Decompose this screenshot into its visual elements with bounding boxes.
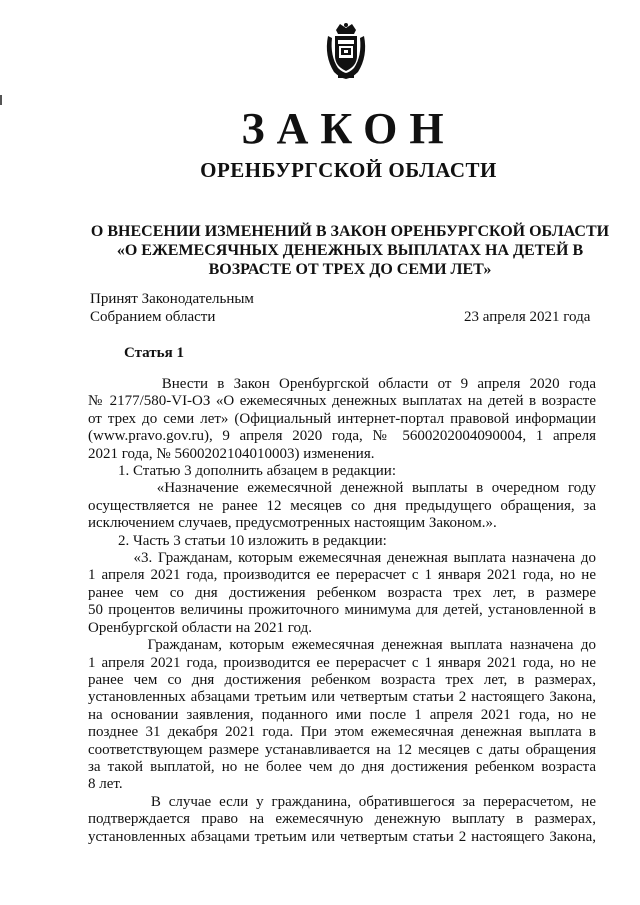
body-line: Гражданам, которым ежемесячная денежная выплата назначена до [88,637,596,654]
body-line: позднее 31 декабря 2021 года. При этом ежемесячная денежная выплата в [88,724,596,741]
heading-line: ВОЗРАСТЕ ОТ ТРЕХ ДО СЕМИ ЛЕТ» [208,261,492,278]
body-line: за такой выплатой, но не более чем до дня достижения ребенком возраста [88,758,596,775]
heading-line: О ВНЕСЕНИИ ИЗМЕНЕНИЙ В ЗАКОН ОРЕНБУРГСКОЙ ОБЛАСТИ [90,223,610,240]
article-body [88,376,596,846]
body-line: ранее чем со дня достижения ребенком возраста трех лет, в размерах, [88,671,596,688]
body-line: 1 апреля 2021 года, производится ее перерасчет с 1 января 2021 года, но не [88,567,596,584]
body-line: 1. Статью 3 дополнить абзацем в редакции: [88,463,396,480]
body-line: установленных абзацами третьим или четвертым статьи 2 настоящего Закона, [88,689,596,706]
body-line: Оренбургской области на 2021 год. [88,619,312,636]
body-line: от трех до семи лет» (Официальный интернет-портал правовой информации [88,410,596,427]
adoption-line: Собранием области [90,309,216,325]
body-line: «3. Гражданам, которым ежемесячная денежная выплата назначена до [88,550,596,567]
body-line: исключением случаев, предусмотренных настоящим Законом.». [88,515,497,532]
heading-line: «О ЕЖЕМЕСЯЧНЫХ ДЕНЕЖНЫХ ВЫПЛАТАХ НА ДЕТЕЙ В [116,242,584,259]
adoption-line: Принят Законодательным [90,291,254,307]
coat-of-arms-icon [322,22,370,80]
law-heading [70,222,630,279]
body-line: № 2177/580-VI-ОЗ «О ежемесячных денежных выплатах на детей в возрасте [88,393,596,410]
body-line: 2. Часть 3 статьи 10 изложить в редакции: [88,532,387,549]
body-line: «Назначение ежемесячной денежной выплаты в очередном году [88,480,596,497]
document-subtitle: ОРЕНБУРГСКОЙ ОБЛАСТИ [200,158,497,182]
body-line: В случае если у гражданина, обратившегося за перерасчетом, не [88,793,596,810]
document-title: ЗАКОН [241,104,456,153]
body-line: 8 лет. [88,776,123,793]
body-line: 50 процентов величины прожиточного минимума для детей, установленной в [88,602,596,619]
body-line: на основании заявления, поданного ими после 1 апреля 2021 года, но не [88,706,596,723]
body-line: Внести в Закон Оренбургской области от 9 апреля 2020 года [88,376,596,392]
body-line: соответствующем размере устанавливается на 12 месяцев с даты обращения [88,741,596,758]
body-line: установленных абзацами третьим или четвертым статьи 2 настоящего Закона, [88,828,596,845]
body-line: (www.pravo.gov.ru), 9 апреля 2020 года, № 5600202004090004, 1 апреля [88,428,596,445]
body-line: подтверждается право на ежемесячную денежную выплату в размерах, [88,811,596,828]
article-title: Статья 1 [124,345,184,361]
adoption-note [90,290,254,326]
body-line: ранее чем со дня достижения ребенком возраста трех лет, в размере [88,584,596,601]
adoption-date: 23 апреля 2021 года [464,309,591,325]
body-line: осуществляется не ранее 12 месяцев со дня предыдущего обращения, за [88,497,596,514]
body-line: 2021 года, № 5600202104010003) изменения. [88,445,375,462]
body-line: 1 апреля 2021 года, производится ее перерасчет с 1 января 2021 года, но не [88,654,596,671]
